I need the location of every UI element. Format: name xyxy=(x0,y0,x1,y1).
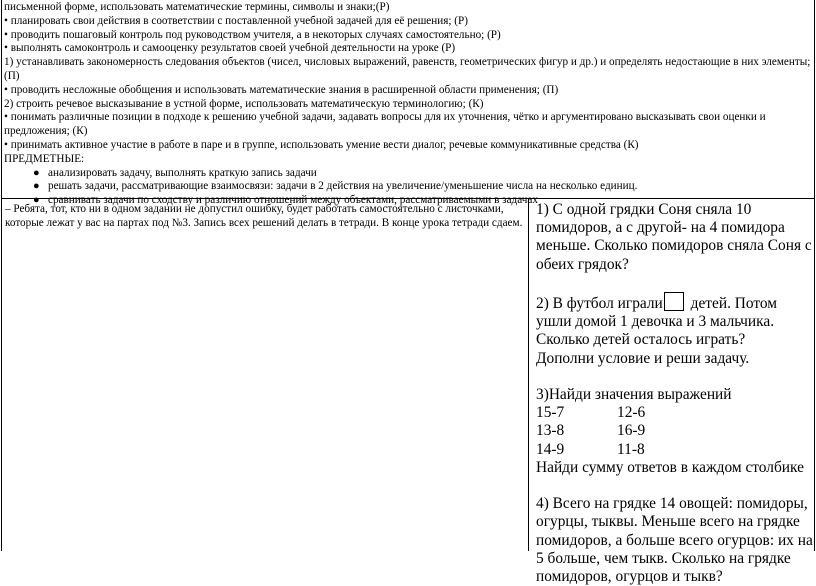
competency-line: • планировать свои действия в соответствии с поставленной учебной задачей для её решения; (Р) xyxy=(4,14,468,27)
expression-row: 14-9 11-8 xyxy=(536,440,645,458)
bullet-icon: ● xyxy=(33,180,40,193)
competency-line: • понимать различные позиции в подходе к решению учебной задачи, задавать вопросы для их уточнения, чётко и аргументировано высказывать свои оценки и предложения; (К) xyxy=(4,111,766,138)
task-2-instruction: Дополни условие и реши задачу. xyxy=(536,349,750,367)
competency-line: письменной форме, использовать математические термины, символы и знаки;(Р) xyxy=(4,1,390,13)
subject-item: ● решать задачи, рассматривающие взаимосвязи: задачи в 2 действия на увеличение/уменьшение числа на несколько единиц. xyxy=(33,180,638,193)
bullet-icon: ● xyxy=(33,194,40,207)
subject-heading: ПРЕДМЕТНЫЕ: xyxy=(4,152,85,165)
competencies-block xyxy=(4,1,812,208)
bullet-icon: ● xyxy=(33,166,40,179)
task-4: 4) Всего на грядке 14 овощей: помидоры, огурцы, тыквы. Меньше всего на грядке помидоров, а больше всего огурцов: их на 5 больше, чем тыкв. Сколько на грядке помидоров, огурцов и тыкв? xyxy=(536,495,813,586)
task-3-footer: Найди сумму ответов в каждом столбике xyxy=(536,458,804,476)
expression-row: 15-7 12-6 xyxy=(536,404,646,422)
table-column-divider xyxy=(528,198,529,551)
task-3-title: 3)Найди значения выражений xyxy=(536,386,732,403)
subject-item: ● анализировать задачу, выполнять краткую запись задачи xyxy=(33,166,317,179)
table-border-right xyxy=(814,0,815,551)
expression-row: 13-8 16-9 xyxy=(536,422,646,440)
competency-line: 1) устанавливать закономерность следования объектов (чисел, числовых выражений, равенств, геометрических фигур и др.) и определять недостающие в них элементы; (П) xyxy=(4,56,811,82)
task-2: 2) В футбол играли детей. Потом ушли домой 1 девочка и 3 мальчика. Сколько детей осталось играть? xyxy=(536,292,814,350)
competency-line: • проводить несложные обобщения и использовать математические знания в расширенной области применения; (П) xyxy=(4,83,559,96)
subject-item: ● сравнивать задачи по сходству и различию отношений между объектами, рассматриваемыми в задачах xyxy=(33,194,538,207)
blank-box xyxy=(664,292,684,311)
competency-line: • принимать активное участие в работе в паре и в группе, использовать умение вести диалог, речевые коммуникативные средства (К) xyxy=(4,138,639,151)
table-border-left xyxy=(1,0,2,551)
task-list xyxy=(536,201,814,586)
task-1: 1) С одной грядки Соня сняла 10 помидоров, а с другой- на 4 помидора меньше. Сколько помидоров сняла Соня с обеих грядок? xyxy=(536,201,812,273)
teacher-instruction: – Ребята, тот, кто ни в одном задании не допустил ошибку, будет работать самостоятельно с листочками, которые лежат у вас на партах под №3. Запись всех решений делать в тетради. В конце урока тетради сдаем. xyxy=(5,203,523,229)
competency-line: • выполнять самоконтроль и самооценку результатов своей учебной деятельности на уроке (Р) xyxy=(4,42,456,55)
competency-line: 2) строить речевое высказывание в устной форме, использовать математическую терминологию; (К) xyxy=(4,97,484,110)
competency-line: • проводить пошаговый контроль под руководством учителя, а в некоторых случаях самостоятельно; (Р) xyxy=(4,28,501,41)
